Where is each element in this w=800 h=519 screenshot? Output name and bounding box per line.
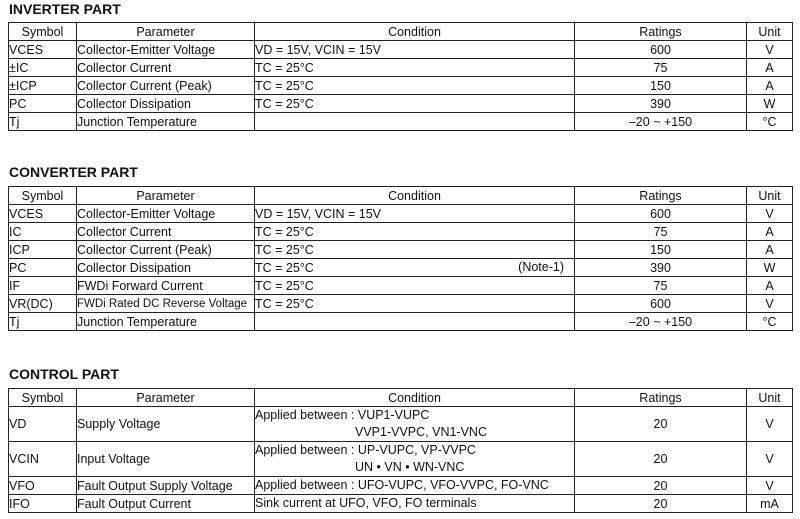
unit-cell: °C bbox=[747, 113, 793, 131]
condition-line: VVP1-VVPC, VN1-VNC bbox=[355, 425, 487, 439]
condition-cell: VD = 15V, VCIN = 15V bbox=[255, 41, 575, 59]
parameter-cell: Collector Current bbox=[77, 59, 255, 77]
rating-cell: –20 ~ +150 bbox=[575, 313, 747, 331]
parameter-cell: Input Voltage bbox=[77, 442, 255, 477]
table-row bbox=[9, 442, 793, 477]
table-row bbox=[9, 295, 793, 313]
condition-line: Applied between : UP-VUPC, VP-VVPC bbox=[255, 443, 476, 457]
table-row bbox=[9, 113, 793, 131]
header-symbol: Symbol bbox=[9, 389, 77, 407]
unit-cell: V bbox=[747, 295, 793, 313]
header-ratings: Ratings bbox=[575, 187, 747, 205]
symbol-cell: Tj bbox=[9, 313, 77, 331]
note-reference: (Note-1) bbox=[518, 260, 564, 274]
control-table bbox=[8, 388, 793, 513]
unit-cell: V bbox=[747, 407, 793, 442]
table-header-row bbox=[9, 187, 793, 205]
symbol-cell: IC bbox=[9, 223, 77, 241]
table-row bbox=[9, 495, 793, 513]
condition-cell bbox=[255, 442, 575, 477]
condition-cell bbox=[255, 113, 575, 131]
symbol-cell: VCES bbox=[9, 41, 77, 59]
unit-cell: V bbox=[747, 41, 793, 59]
unit-cell: A bbox=[747, 241, 793, 259]
symbol-cell: VR(DC) bbox=[9, 295, 77, 313]
parameter-cell: Fault Output Current bbox=[77, 495, 255, 513]
unit-cell: V bbox=[747, 442, 793, 477]
header-ratings: Ratings bbox=[575, 23, 747, 41]
parameter-cell: Collector Current bbox=[77, 223, 255, 241]
unit-cell: W bbox=[747, 259, 793, 277]
parameter-cell: Collector Dissipation bbox=[77, 95, 255, 113]
condition-cell: TC = 25°C bbox=[255, 95, 575, 113]
parameter-cell: Collector Dissipation bbox=[77, 259, 255, 277]
unit-cell: A bbox=[747, 77, 793, 95]
table-row bbox=[9, 477, 793, 495]
rating-cell: 20 bbox=[575, 442, 747, 477]
table-row bbox=[9, 59, 793, 77]
table-row bbox=[9, 41, 793, 59]
condition-line: Applied between : VUP1-VUPC bbox=[255, 408, 430, 422]
condition-cell bbox=[255, 277, 575, 295]
condition-cell bbox=[255, 313, 575, 331]
table-row bbox=[9, 313, 793, 331]
parameter-cell: Collector Current (Peak) bbox=[77, 241, 255, 259]
table-row bbox=[9, 77, 793, 95]
parameter-cell: Collector Current (Peak) bbox=[77, 77, 255, 95]
rating-cell: 390 bbox=[575, 259, 747, 277]
converter-table bbox=[8, 186, 793, 331]
symbol-cell: IFO bbox=[9, 495, 77, 513]
header-condition: Condition bbox=[255, 389, 575, 407]
rating-cell: 150 bbox=[575, 241, 747, 259]
inverter-part-title: INVERTER PART bbox=[9, 1, 121, 17]
unit-cell: A bbox=[747, 277, 793, 295]
condition-cell bbox=[255, 205, 575, 223]
parameter-cell: Collector-Emitter Voltage bbox=[77, 41, 255, 59]
symbol-cell: VCES bbox=[9, 205, 77, 223]
table-row bbox=[9, 259, 793, 277]
symbol-cell: IF bbox=[9, 277, 77, 295]
symbol-cell: ±IC bbox=[9, 59, 77, 77]
parameter-cell: FWDi Rated DC Reverse Voltage bbox=[77, 295, 255, 313]
unit-cell: W bbox=[747, 95, 793, 113]
header-parameter: Parameter bbox=[77, 23, 255, 41]
parameter-cell: Junction Temperature bbox=[77, 313, 255, 331]
symbol-cell: PC bbox=[9, 95, 77, 113]
condition-line: Sink current at UFO, VFO, FO terminals bbox=[255, 496, 477, 510]
symbol-cell: ICP bbox=[9, 241, 77, 259]
condition-cell bbox=[255, 241, 575, 259]
condition-cell bbox=[255, 223, 575, 241]
symbol-cell: ±ICP bbox=[9, 77, 77, 95]
condition-cell: TC = 25°C bbox=[255, 77, 575, 95]
symbol-cell: PC bbox=[9, 259, 77, 277]
unit-cell: mA bbox=[747, 495, 793, 513]
table-row bbox=[9, 205, 793, 223]
unit-cell: A bbox=[747, 223, 793, 241]
symbol-cell: VD bbox=[9, 407, 77, 442]
rating-cell: 75 bbox=[575, 59, 747, 77]
condition-cell: TC = 25°C bbox=[255, 59, 575, 77]
unit-cell: °C bbox=[747, 313, 793, 331]
header-condition: Condition bbox=[255, 23, 575, 41]
condition-line: UN • VN • WN-VNC bbox=[355, 460, 465, 474]
converter-part-title: CONVERTER PART bbox=[9, 164, 138, 180]
condition-cell bbox=[255, 477, 575, 495]
parameter-cell: Junction Temperature bbox=[77, 113, 255, 131]
header-parameter: Parameter bbox=[77, 389, 255, 407]
parameter-cell: Collector-Emitter Voltage bbox=[77, 205, 255, 223]
symbol-cell: Tj bbox=[9, 113, 77, 131]
header-symbol: Symbol bbox=[9, 187, 77, 205]
rating-cell: 600 bbox=[575, 41, 747, 59]
rating-cell: 75 bbox=[575, 277, 747, 295]
condition-cell bbox=[255, 495, 575, 513]
header-unit: Unit bbox=[747, 23, 793, 41]
table-row bbox=[9, 241, 793, 259]
condition-text: TC = 25°C bbox=[255, 278, 314, 293]
unit-cell: A bbox=[747, 59, 793, 77]
rating-cell: 20 bbox=[575, 407, 747, 442]
rating-cell: 20 bbox=[575, 477, 747, 495]
symbol-cell: VFO bbox=[9, 477, 77, 495]
symbol-cell: VCIN bbox=[9, 442, 77, 477]
header-condition: Condition bbox=[255, 187, 575, 205]
table-header-row bbox=[9, 23, 793, 41]
parameter-cell: FWDi Forward Current bbox=[77, 277, 255, 295]
rating-cell: 600 bbox=[575, 295, 747, 313]
header-ratings: Ratings bbox=[575, 389, 747, 407]
control-part-title: CONTROL PART bbox=[9, 366, 119, 382]
condition-cell bbox=[255, 295, 575, 313]
inverter-table bbox=[8, 22, 793, 131]
parameter-cell: Fault Output Supply Voltage bbox=[77, 477, 255, 495]
condition-text: TC = 25°C bbox=[255, 242, 314, 257]
rating-cell: 390 bbox=[575, 95, 747, 113]
rating-cell: 75 bbox=[575, 223, 747, 241]
table-row bbox=[9, 277, 793, 295]
condition-cell bbox=[255, 407, 575, 442]
unit-cell: V bbox=[747, 477, 793, 495]
rating-cell: 20 bbox=[575, 495, 747, 513]
condition-text: TC = 25°C bbox=[255, 260, 314, 275]
parameter-cell: Supply Voltage bbox=[77, 407, 255, 442]
unit-cell: V bbox=[747, 205, 793, 223]
condition-text: TC = 25°C bbox=[255, 224, 314, 239]
header-symbol: Symbol bbox=[9, 23, 77, 41]
condition-line: Applied between : UFO-VUPC, VFO-VVPC, FO-VNC bbox=[255, 478, 549, 492]
table-row bbox=[9, 95, 793, 113]
condition-text: TC = 25°C bbox=[255, 296, 314, 311]
condition-text: VD = 15V, VCIN = 15V bbox=[255, 206, 382, 221]
table-row bbox=[9, 407, 793, 442]
header-unit: Unit bbox=[747, 187, 793, 205]
condition-cell bbox=[255, 259, 575, 277]
header-unit: Unit bbox=[747, 389, 793, 407]
rating-cell: 150 bbox=[575, 77, 747, 95]
table-row bbox=[9, 223, 793, 241]
rating-cell: –20 ~ +150 bbox=[575, 113, 747, 131]
header-parameter: Parameter bbox=[77, 187, 255, 205]
rating-cell: 600 bbox=[575, 205, 747, 223]
table-header-row bbox=[9, 389, 793, 407]
